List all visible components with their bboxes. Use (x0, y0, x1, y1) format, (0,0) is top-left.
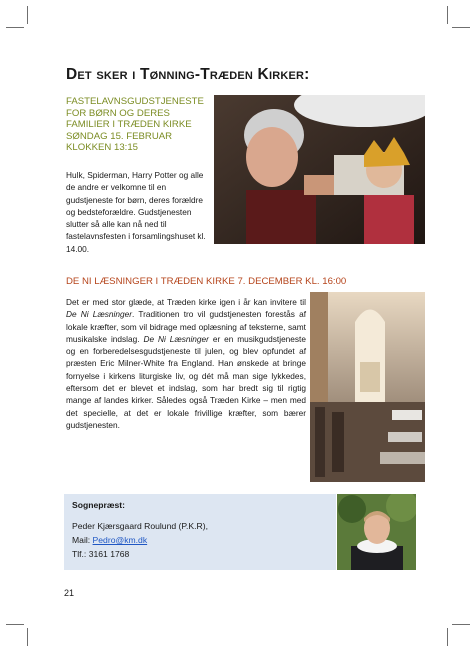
priest-photo (337, 494, 416, 570)
crop-mark (447, 628, 448, 646)
page-title: Det sker i Tønning-Træden Kirker: (66, 66, 310, 83)
section1-body: Hulk, Spiderman, Harry Potter og alle de andre er velkomne til en gudstjeneste for børn, deres forældre og bedsteforældre. Gudstjenesten slutter så alle kan nå ned til fastelavnsfesten i forsamlingshuset kl. 14.00. (66, 170, 206, 254)
contact-name: Peder Kjærsgaard Roulund (P.K.R), (72, 521, 208, 531)
section2-text: Det er med stor glæde, at Træden kirke igen i år kan invitere til (66, 297, 306, 307)
section1-heading-line: FOR BØRN OG DERES (66, 107, 170, 119)
crop-mark (6, 27, 24, 28)
contact-mail-line (72, 535, 147, 545)
section2-emphasis: De Ni Læsninger (143, 333, 209, 344)
crop-mark (27, 628, 28, 646)
crop-mark (27, 6, 28, 24)
section1-heading-line: FAMILIER I TRÆDEN KIRKE (66, 119, 192, 131)
section1-heading-line: SØNDAG 15. FEBRUAR (66, 130, 173, 142)
section2-text: er en musikgudstjeneste og en forberedelsesgudstjeneste til julen, og blev opfundet af præsten Eric Milner-White fra England. Han ønskede at bringe fornyelse i kirkens liturgiske liv, og dét må man sige lykkedes, eftersom det er blevet et indslag, som har bredt sig til rigtig mange af landes kirker. Således også Træden Kirke – men med det specielle, at det er lokale frivillige kræfter, som bærer gudstjenesten. (66, 333, 306, 430)
fastelavn-photo (214, 95, 425, 244)
page-number: 21 (64, 588, 75, 598)
crop-mark (6, 624, 24, 625)
contact-box (64, 494, 336, 570)
section1-heading (66, 96, 211, 154)
section2-body (66, 296, 306, 431)
section1-heading-line: FASTELAVNSGUDSTJENESTE (66, 96, 204, 107)
church-interior-photo (310, 292, 425, 482)
contact-phone: Tlf.: 3161 1768 (72, 549, 130, 559)
crop-mark (452, 27, 470, 28)
section2-text: . Traditionen tro vil gudstjenesten forestås af lokale kræfter, som vil bidrage med oplæsning af teksterne, samt musikalske indslag. (66, 309, 306, 344)
contact-title: Sognepræst: (72, 500, 125, 510)
mail-link[interactable]: Pedro@km.dk (92, 535, 148, 545)
section2-emphasis: De Ni Læsninger (66, 309, 132, 320)
crop-mark (447, 6, 448, 24)
section1-heading-line: KLOKKEN 13:15 (66, 142, 138, 154)
mail-label: Mail: (72, 535, 93, 545)
crop-mark (452, 624, 470, 625)
section2-heading: DE NI LÆSNINGER I TRÆDEN KIRKE 7. DECEMBER KL. 16:00 (66, 276, 347, 287)
